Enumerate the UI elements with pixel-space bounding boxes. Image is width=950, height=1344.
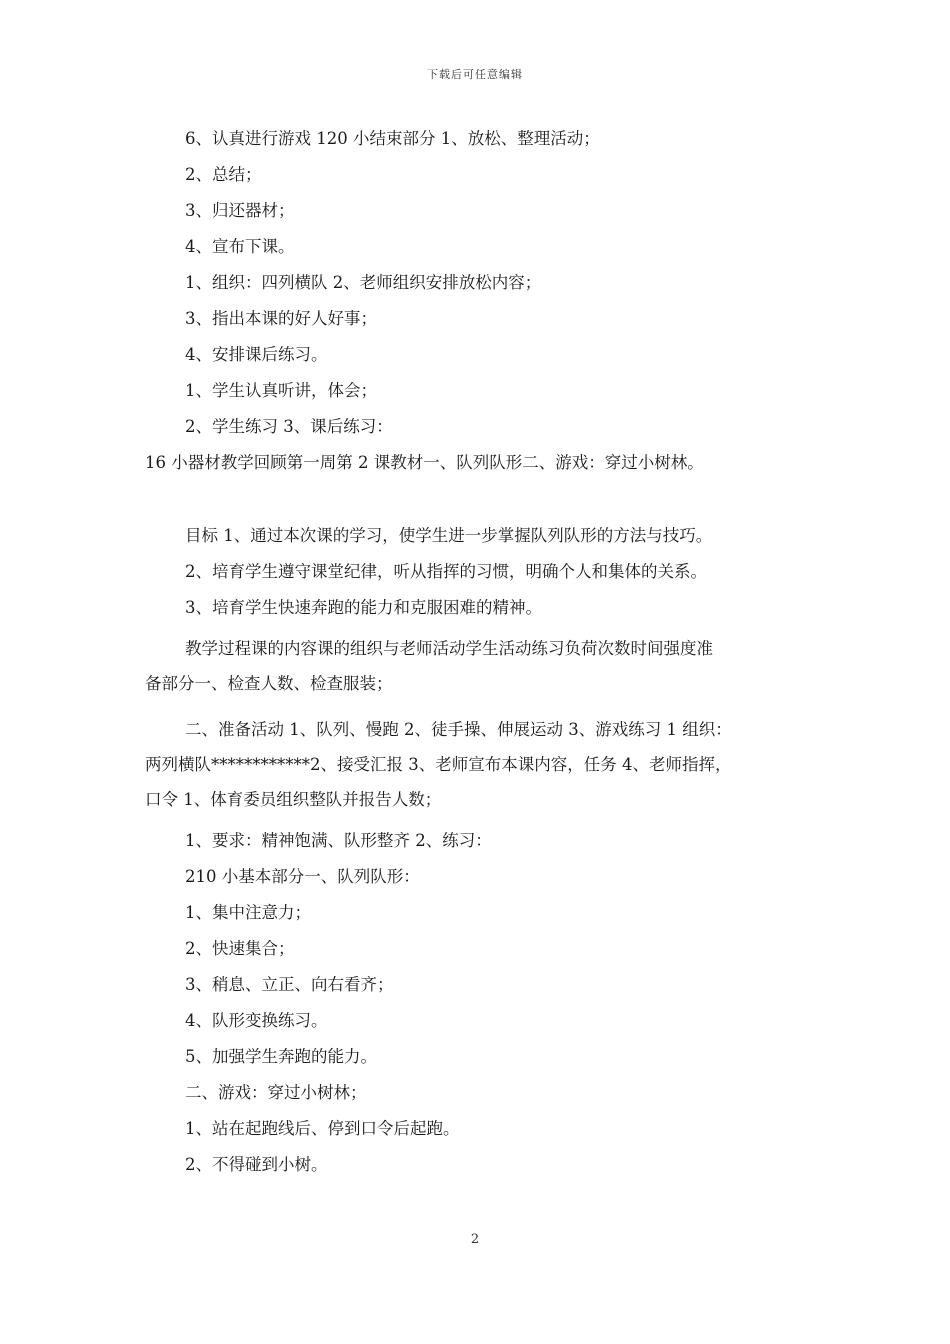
objective-line: 2、培育学生遵守课堂纪律，听从指挥的习惯，明确个人和集体的关系。 [185,562,707,581]
text-line: 二、游戏：穿过小树林； [185,1083,367,1102]
document-body [145,126,825,1188]
paragraph-preparation [145,712,825,817]
text-line: 6、认真进行游戏 120 小结束部分 1、放松、整理活动； [185,129,600,148]
paragraph-line: 两列横队************2、接受汇报 3、老师宣布本课内容，任务 4、老师指挥， [145,755,732,774]
text-line: 1、集中注意力； [185,903,311,922]
paragraph-line: 口令 1、体育委员组织整队并报告人数； [145,790,442,809]
paragraph-line: 二、准备活动 1、队列、慢跑 2、徒手操、伸展运动 3、游戏练习 1 组织： [185,720,732,739]
text-line: 2、不得碰到小树。 [185,1155,328,1174]
text-line-full: 16 小器材教学回顾第一周第 2 课教材一、队列队形二、游戏：穿过小树林。 [145,453,704,472]
text-line: 4、队形变换练习。 [185,1011,328,1030]
objective-line: 目标 1、通过本次课的学习，使学生进一步掌握队列队形的方法与技巧。 [185,526,713,545]
page-number: 2 [470,1232,480,1247]
text-line: 4、宣布下课。 [185,237,295,256]
text-line: 5、加强学生奔跑的能力。 [185,1047,377,1066]
text-line: 1、要求：精神饱满、队形整齐 2、练习： [185,831,492,850]
text-line: 1、站在起跑线后、停到口令后起跑。 [185,1119,460,1138]
text-line: 2、快速集合； [185,939,295,958]
blank-gap [145,486,825,523]
page-header: 下载后可任意编辑 [427,68,523,81]
paragraph-line: 备部分一、检查人数、检查服装； [145,674,393,693]
text-line: 3、稍息、立正、向右看齐； [185,975,394,994]
text-line: 4、安排课后练习。 [185,345,328,364]
objective-line: 3、培育学生快速奔跑的能力和克服困难的精神。 [185,598,542,617]
text-line: 3、指出本课的好人好事； [185,309,377,328]
text-line: 1、学生认真听讲，体会； [185,381,377,400]
paragraph-teaching-process [145,631,825,701]
text-line: 2、学生练习 3、课后练习： [185,417,393,436]
text-line: 210 小基本部分一、队列队形： [185,867,420,886]
text-line: 2、总结； [185,165,262,184]
paragraph-line: 教学过程课的内容课的组织与老师活动学生活动练习负荷次数时间强度准 [185,639,713,658]
text-line: 3、归还器材； [185,201,295,220]
text-line: 1、组织：四列横队 2、老师组织安排放松内容； [185,273,542,292]
